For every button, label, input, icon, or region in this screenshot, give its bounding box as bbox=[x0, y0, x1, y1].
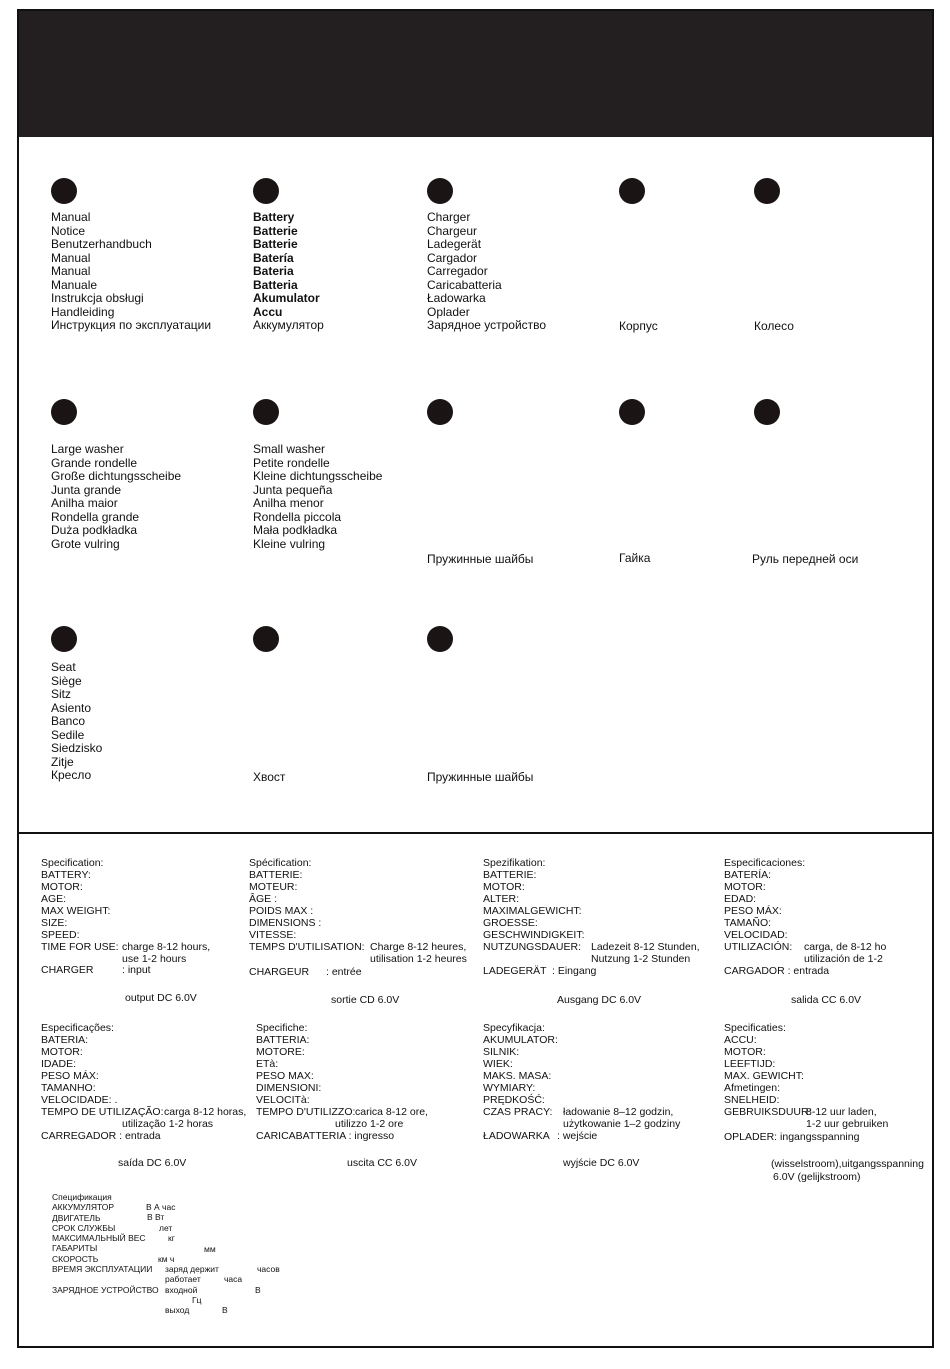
spec-french-charger-value: : entrée bbox=[326, 966, 362, 978]
header-band bbox=[19, 11, 932, 137]
spec-german-charger-value: : Eingang bbox=[552, 965, 597, 977]
part-label-tail: Хвост bbox=[253, 770, 286, 784]
part-marker-charger bbox=[427, 178, 453, 204]
part-label-spring-washers-2: Пружинные шайбы bbox=[427, 770, 534, 784]
spec-dutch-charger: OPLADER: ingangsspanning bbox=[724, 1131, 860, 1143]
part-label-small-washer: Small washer Petite rondelle Kleine dichtungsscheibe Junta pequeña Anilha menor Rondella piccola Mała podkładka Kleine vulring bbox=[253, 442, 383, 551]
spec-english-time-value: charge 8-12 hours, use 1-2 hours bbox=[122, 941, 211, 965]
spec-russian-weight-unit: кг bbox=[168, 1233, 175, 1243]
part-label-spring-washers: Пружинные шайбы bbox=[427, 552, 534, 566]
spec-english-charger-value: : input bbox=[122, 964, 151, 976]
part-marker-spring-washers bbox=[427, 399, 453, 425]
spec-german-output: Ausgang DC 6.0V bbox=[557, 994, 642, 1006]
spec-spanish-output: salida CC 6.0V bbox=[791, 994, 862, 1006]
spec-russian-time-2: работает bbox=[165, 1274, 201, 1284]
part-label-nut: Гайка bbox=[619, 551, 651, 565]
spec-german-time-value: Ladezeit 8-12 Stunden, Nutzung 1-2 Stunden bbox=[591, 941, 700, 965]
spec-russian-charger-in: входной bbox=[165, 1285, 198, 1295]
part-label-manual: Manual Notice Benutzerhandbuch Manual Manual Manuale Instrukcja obsługi Handleiding Инструкция по эксплуатации bbox=[51, 210, 212, 332]
spec-dutch-output-2: 6.0V (gelijkstroom) bbox=[773, 1171, 861, 1183]
section-divider bbox=[19, 832, 932, 834]
spec-russian-size-unit: мм bbox=[204, 1244, 216, 1254]
spec-italian-time-value-1: carica 8-12 ore, bbox=[355, 1106, 428, 1118]
part-label-large-washer: Large washer Grande rondelle Große dichtungsscheibe Junta grande Anilha maior Rondella grande Duża podkładka Grote vulring bbox=[51, 442, 182, 551]
part-marker-body bbox=[619, 178, 645, 204]
part-marker-nut bbox=[619, 399, 645, 425]
spec-russian-motor-units: В Вт bbox=[147, 1212, 165, 1222]
part-marker-front-axle-handlebar bbox=[754, 399, 780, 425]
part-label-seat: Seat Siège Sitz Asiento Banco Sedile Siedzisko Zitje Кресло bbox=[51, 660, 103, 782]
spec-french-charger-label: CHARGEUR bbox=[249, 966, 310, 978]
part-marker-large-washer bbox=[51, 399, 77, 425]
spec-polish-time-value: ładowanie 8–12 godzin, użytkowanie 1–2 godziny bbox=[563, 1106, 681, 1130]
part-marker-small-washer bbox=[253, 399, 279, 425]
spec-english-output: output DC 6.0V bbox=[125, 992, 197, 1004]
spec-english: Specification: BATTERY: MOTOR: AGE: MAX WEIGHT: SIZE: SPEED: TIME FOR USE: bbox=[41, 857, 119, 953]
part-label-charger: Charger Chargeur Ladegerät Cargador Carregador Caricabatteria Ładowarka Oplader Зарядное устройство bbox=[427, 210, 547, 332]
spec-russian-life-unit: лет bbox=[159, 1223, 173, 1233]
spec-german: Spezifikation: BATTERIE: MOTOR: ALTER: MAXIMALGEWICHT: GROESSE: GESCHWINDIGKEIT: NUTZUNGSDAUER: bbox=[483, 857, 585, 953]
spec-german-charger-label: LADEGERÄT bbox=[483, 965, 547, 977]
spec-french-time-value: Charge 8-12 heures, utilisation 1-2 heures bbox=[370, 941, 467, 965]
spec-polish-charger-label: ŁADOWARKA bbox=[483, 1130, 550, 1142]
spec-spanish-charger: CARGADOR : entrada bbox=[724, 965, 830, 977]
spec-russian-time-1-unit: часов bbox=[257, 1264, 280, 1274]
part-marker-manual bbox=[51, 178, 77, 204]
spec-portuguese-time-value-2: utilização 1-2 horas bbox=[122, 1118, 214, 1130]
spec-dutch-time-value-2: 1-2 uur gebruiken bbox=[806, 1118, 889, 1130]
part-label-body: Корпус bbox=[619, 319, 658, 333]
spec-portuguese-output: saída DC 6.0V bbox=[118, 1157, 187, 1169]
spec-polish-charger-value: : wejście bbox=[557, 1130, 598, 1142]
spec-italian-time-value-2: utilizzo 1-2 ore bbox=[335, 1118, 404, 1130]
spec-spanish: Especificaciones: BATERÍA: MOTOR: EDAD: PESO MÁX: TAMAÑO: VELOCIDAD: UTILIZACIÓN: bbox=[724, 857, 806, 953]
part-label-wheel: Колесо bbox=[754, 319, 794, 333]
spec-french: Spécification: BATTERIE: MOTEUR: ÂGE : POIDS MAX : DIMENSIONS : VITESSE: TEMPS D'UTILISATION: bbox=[249, 857, 365, 953]
part-marker-tail bbox=[253, 626, 279, 652]
part-marker-battery bbox=[253, 178, 279, 204]
spec-portuguese-charger: CARREGADOR : entrada bbox=[41, 1130, 161, 1142]
spec-spanish-time-value: carga, de 8-12 ho utilización de 1-2 bbox=[804, 941, 887, 965]
spec-dutch-output-1: (wisselstroom),uitgangsspanning bbox=[771, 1158, 924, 1170]
spec-polish-output: wyjście DC 6.0V bbox=[563, 1157, 640, 1169]
spec-russian: Спецификация АККУМУЛЯТОР ДВИГАТЕЛЬ СРОК СЛУЖБЫ МАКСИМАЛЬНЫЙ ВЕС ГАБАРИТЫ СКОРОСТЬ ВРЕМЯ ЭКСПЛУАТАЦИИ ЗАРЯДНОЕ УСТРОЙСТВО bbox=[52, 1192, 159, 1295]
spec-russian-out-unit: В bbox=[222, 1305, 228, 1315]
page-frame bbox=[17, 9, 934, 1348]
part-label-battery: Battery Batterie Batterie Batería Bateria Batteria Akumulator Accu Аккумулятор bbox=[253, 210, 324, 332]
spec-russian-time-1: заряд держит bbox=[165, 1264, 219, 1274]
spec-french-output: sortie CD 6.0V bbox=[331, 994, 400, 1006]
spec-russian-hz: Гц bbox=[192, 1295, 202, 1305]
spec-polish: Specyfikacja: AKUMULATOR: SILNIK: WIEK: MAKS. MASA: WYMIARY: PRĘDKOŚĆ: CZAS PRACY: bbox=[483, 1022, 558, 1118]
spec-italian-output: uscita CC 6.0V bbox=[347, 1157, 418, 1169]
spec-russian-time-2-unit: часа bbox=[224, 1274, 243, 1284]
spec-russian-battery-units: В А час bbox=[146, 1202, 176, 1212]
spec-russian-out: выход bbox=[165, 1305, 190, 1315]
spec-english-charger-label: CHARGER bbox=[41, 964, 94, 976]
spec-dutch-time-value-1: 8-12 uur laden, bbox=[806, 1106, 877, 1118]
part-marker-seat bbox=[51, 626, 77, 652]
spec-italian-charger: CARICABATTERIA : ingresso bbox=[256, 1130, 395, 1142]
spec-portuguese-time-value-1: carga 8-12 horas, bbox=[164, 1106, 247, 1118]
spec-dutch: Specificaties: ACCU: MOTOR: LEEFTIJD: MAX. GEWICHT: Afmetingen: SNELHEID: GEBRUIKSDUUR: bbox=[724, 1022, 812, 1118]
spec-russian-speed-unit: км ч bbox=[158, 1254, 175, 1264]
spec-italian: Specifiche: BATTERIA: MOTORE: ETà: PESO MAX: DIMENSIONI: VELOCITà: TEMPO D'UTILIZZO: bbox=[256, 1022, 356, 1118]
spec-russian-charger-in-unit: В bbox=[255, 1285, 261, 1295]
part-marker-spring-washers-2 bbox=[427, 626, 453, 652]
part-label-front-axle-handlebar: Руль передней оси bbox=[752, 552, 859, 566]
spec-portuguese: Especificações: BATERIA: MOTOR: IDADE: PESO MÁX: TAMANHO: VELOCIDADE: . TEMPO DE UTILIZAÇÃO: bbox=[41, 1022, 164, 1118]
part-marker-wheel bbox=[754, 178, 780, 204]
